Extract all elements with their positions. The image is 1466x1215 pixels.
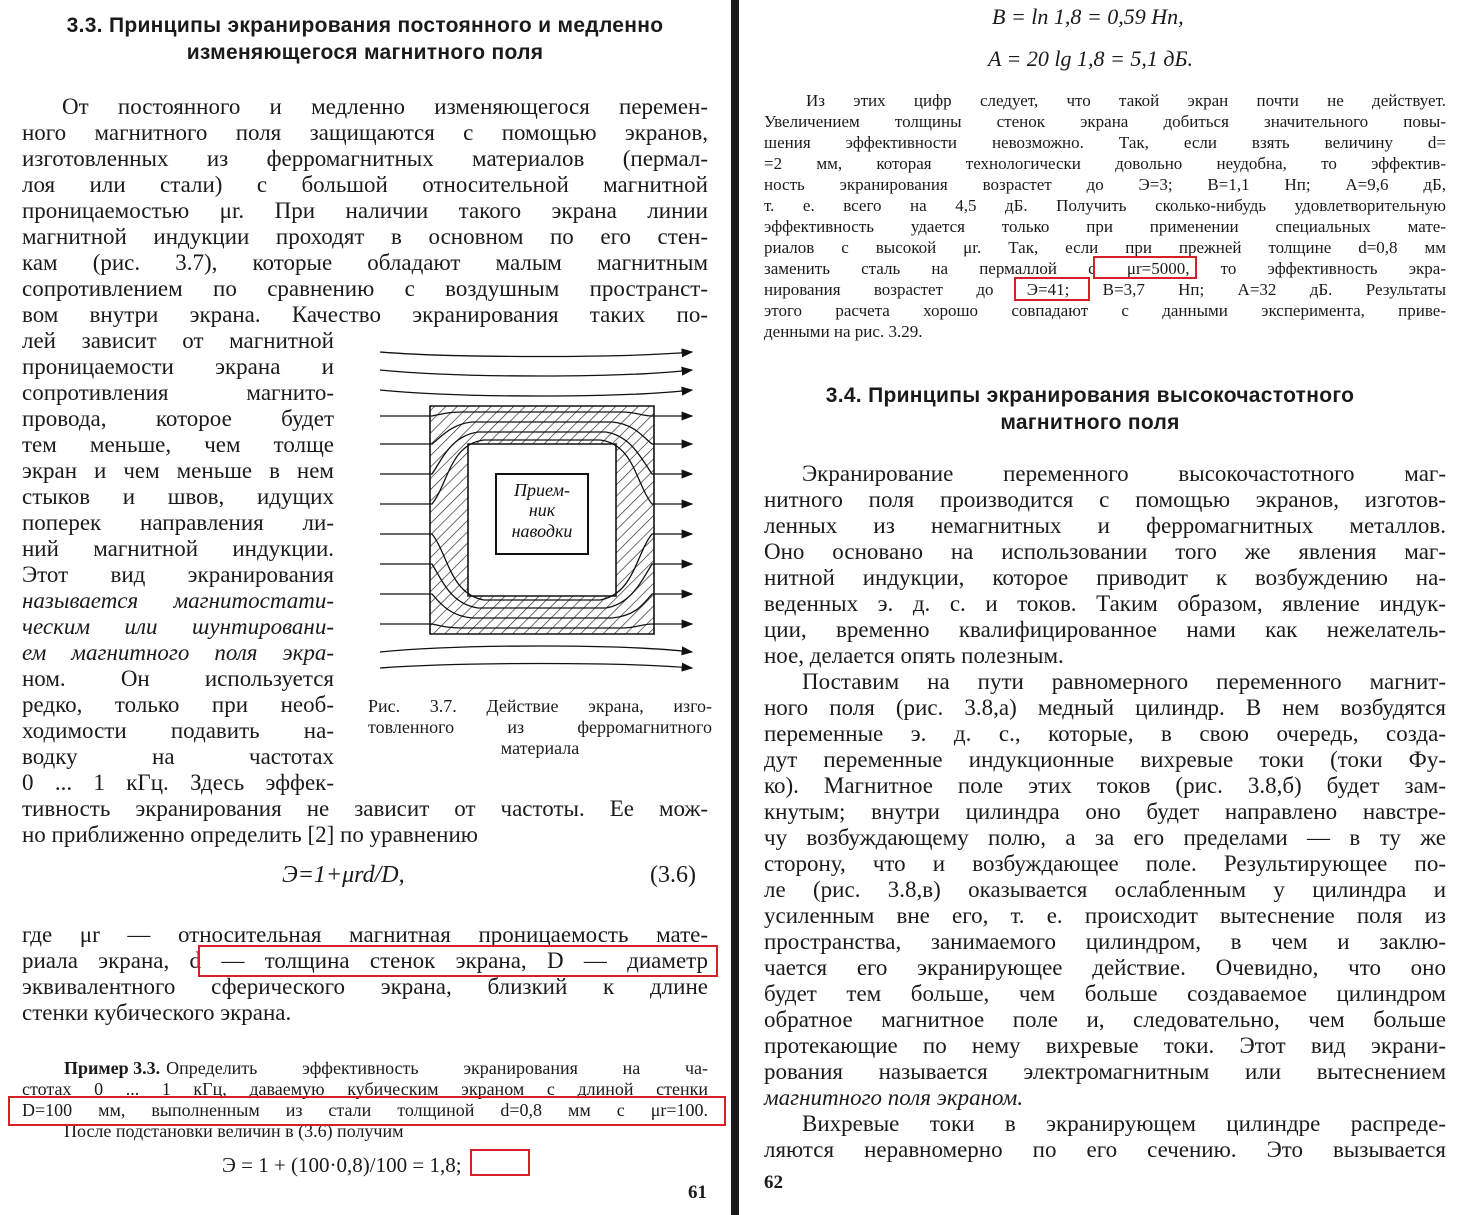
small-line: нирования возрастет до Э=41; B=3,7 Нп; A=32 дБ. Результаты: [764, 280, 1446, 299]
figure-3-7-caption: [368, 696, 712, 759]
page-number: 62: [764, 1172, 783, 1193]
heading-line: 3.4. Принципы экранирования высокочастотного: [825, 384, 1355, 407]
body-line: сопротивлением по сравнению с воздушным пространст-: [22, 276, 708, 301]
body-line: Экранирование переменного высокочастотного маг-: [802, 461, 1446, 486]
body-line: пространства, занимаемого цилиндром, в чем и заклю-: [764, 929, 1446, 954]
body-line: кнутым; внутри цилиндра оно будет направлено навстре-: [764, 799, 1446, 824]
body-line: обратное магнитное поле и, следовательно, чем больше: [764, 1007, 1446, 1032]
wrap-line: поперек направления ли-: [22, 510, 334, 535]
body-line: Вихревые токи в экранирующем цилиндре распреде-: [802, 1111, 1446, 1136]
receiver-label: наводки: [511, 521, 573, 541]
highlight-box: [1093, 256, 1197, 279]
body-line: лоя или стали) с большой относительной магнитной: [22, 172, 708, 197]
body-line: тивность экранирования не зависит от частоты. Ее мож-: [22, 796, 708, 821]
section-heading-3-4: [780, 382, 1400, 436]
wrap-line: лей зависит от магнитной: [22, 328, 334, 353]
highlight-box: [198, 945, 718, 977]
receiver-label: ник: [528, 500, 556, 520]
body-line: вом внутри экрана. Качество экранирования таких по-: [22, 302, 708, 327]
body-line: проницаемостью μr. При наличии такого экрана линии: [22, 198, 708, 223]
body-line: Оно основано на использовании того же явления маг-: [764, 539, 1446, 564]
small-line: Из этих цифр следует, что такой экран почти не действует.: [806, 91, 1446, 110]
body-line: чается его экранирующее действие. Очевидно, что оно: [764, 955, 1446, 980]
small-line: =2 мм, которая технологически довольно неудобна, то эффектив-: [764, 154, 1446, 173]
example-line: стотах 0 ... 1 кГц, даваемую кубическим экраном с длиной стенки: [22, 1079, 708, 1099]
body-line: но приближенно определить [2] по уравнению: [22, 822, 478, 847]
right-page: [740, 0, 1466, 1215]
small-line: Увеличением толщины стенок экрана добиться значительного повы-: [764, 112, 1446, 131]
wrap-line: ем магнитного поля экра-: [22, 640, 334, 665]
body-line: нитной индукции, которое приводит к возбуждению на-: [764, 565, 1446, 590]
field-line: [380, 646, 692, 652]
caption-line: Рис. 3.7. Действие экрана, изго-: [368, 696, 712, 716]
body-line: рования называется электромагнитным или вытеснением: [764, 1059, 1446, 1084]
body-line: Поставим на пути равномерного переменного магнит-: [802, 669, 1446, 694]
body-line: усиленным вне его, т. е. происходит вытеснение поля из: [764, 903, 1446, 928]
body-line: магнитной индукции проходят в основном по его стен-: [22, 224, 708, 249]
wrap-line: проницаемости экрана и: [22, 354, 334, 379]
small-line: ность экранирования возрастет до Э=3; B=1,1 Нп; A=9,6 дБ,: [764, 175, 1446, 194]
example-line: Определить эффективность экранирования на ча-: [166, 1058, 708, 1078]
where-line: риала экрана, d — толщина стенок экрана, D — диаметр: [22, 948, 708, 973]
small-line: этого расчета хорошо совпадают с данными эксперимента, приве-: [764, 301, 1446, 320]
body-line: ное, делается опять полезным.: [764, 643, 1064, 668]
example-title: Пример 3.3.: [64, 1058, 161, 1078]
wrap-line: водку на частотах: [22, 744, 334, 769]
body-line: изготовленных из ферромагнитных материалов (пермал-: [22, 146, 708, 171]
body-line: ного поля (рис. 3.8,а) медный цилиндр. В нем возбудятся: [764, 695, 1446, 720]
heading-line: изменяющегося магнитного поля: [186, 41, 544, 64]
wrap-line: стыков и швов, идущих: [22, 484, 334, 509]
wrap-line: экран и чем меньше в нем: [22, 458, 334, 483]
page-gutter: [731, 0, 739, 1215]
formula-a: A = 20 lg 1,8 = 5,1 дБ.: [988, 46, 1193, 71]
page-number: 61: [688, 1182, 707, 1203]
body-line: переменные э. д. с., которые, в свою очередь, созда-: [764, 721, 1446, 746]
body-line: дут переменные индукционные вихревые токи (токи Фу-: [764, 747, 1446, 772]
formula-3-6: Э=1+μrd/D,: [282, 862, 405, 888]
formula-number: (3.6): [650, 862, 696, 888]
body-line: магнитного поля экраном.: [764, 1085, 1024, 1110]
wrap-line: Этот вид экранирования: [22, 562, 334, 587]
caption-line: материала: [500, 738, 580, 758]
wrap-line: ном. Он используется: [22, 666, 334, 691]
example-formula: Э = 1 + (100·0,8)/100 = 1,8;: [222, 1153, 462, 1177]
body-line: будет тем больше, чем больше создаваемое цилиндром: [764, 981, 1446, 1006]
field-line: [380, 370, 692, 376]
section-heading-3-3: [30, 12, 700, 66]
small-line: эффективность удается только при применении специальных мате-: [764, 217, 1446, 236]
body-line: нитного поля производится с помощью экранов, изготов-: [764, 487, 1446, 512]
where-line: где μr — относительная магнитная проницаемость мате-: [22, 922, 708, 947]
heading-line: 3.3. Принципы экранирования постоянного и медленно: [66, 14, 664, 37]
example-line: После подстановки величин в (3.6) получим: [64, 1121, 404, 1141]
figure-3-7-shield-diagram: [372, 344, 708, 674]
highlight-box: [470, 1149, 530, 1176]
field-line: [380, 390, 692, 396]
wrap-line: провода, которое будет: [22, 406, 334, 431]
wrap-line: называется магнитостати-: [22, 588, 334, 613]
caption-line: товленного из ферромагнитного: [368, 717, 712, 737]
wrap-line: сопротивления магнито-: [22, 380, 334, 405]
highlight-box: [1014, 277, 1090, 301]
body-line: ленных из немагнитных и ферромагнитных металлов.: [764, 513, 1446, 538]
body-line: ции, временно квалифицированное нами как нежелатель-: [764, 617, 1446, 642]
field-line: [380, 352, 692, 357]
where-line: эквивалентного сферического экрана, близкий к длине: [22, 974, 708, 999]
left-page: [0, 0, 730, 1215]
body-line: ляются неравномерно по его сечению. Это вызывается: [764, 1137, 1446, 1162]
wrap-line: ческим или шунтировани-: [22, 614, 334, 639]
field-line: [380, 664, 692, 669]
body-line: ле (рис. 3.8,в) оказывается ослабленным у цилиндра и: [764, 877, 1446, 902]
small-line: шения эффективности невозможно. Так, если взять величину d=: [764, 133, 1446, 152]
receiver-label: Прием-: [513, 480, 571, 500]
body-line: ного магнитного поля защищаются с помощью экранов,: [22, 120, 708, 145]
body-line: От постоянного и медленно изменяющегося перемен-: [62, 94, 708, 119]
wrap-line: тем меньше, чем толще: [22, 432, 334, 457]
small-line: т. е. всего на 4,5 дБ. Получить сколько-нибудь удовлетворительную: [764, 196, 1446, 215]
highlight-box: [8, 1096, 726, 1126]
wrap-line: редко, только при необ-: [22, 692, 334, 717]
example-line: D=100 мм, выполненным из стали толщиной d=0,8 мм с μr=100.: [22, 1100, 708, 1120]
body-line: сторону, что и возбуждающее поле. Результирующее по-: [764, 851, 1446, 876]
body-line: чу возбуждающему полю, а за его пределами — в ту же: [764, 825, 1446, 850]
small-line: заменить сталь на пермаллой с μr=5000, то эффективность экра-: [764, 259, 1446, 278]
where-line: стенки кубического экрана.: [22, 1000, 292, 1025]
small-line: денными на рис. 3.29.: [764, 322, 923, 341]
body-line: кам (рис. 3.7), которые обладают малым магнитным: [22, 250, 708, 275]
body-line: ко). Магнитное поле этих токов (рис. 3.8,б) будет зам-: [764, 773, 1446, 798]
formula-b: B = ln 1,8 = 0,59 Нп,: [992, 4, 1184, 29]
wrap-line: 0 ... 1 кГц. Здесь эффек-: [22, 770, 334, 795]
heading-line: магнитного поля: [1000, 411, 1180, 434]
example-first-line: [64, 1058, 708, 1079]
body-line: веденных э. д. с. и токов. Таким образом, явление индук-: [764, 591, 1446, 616]
body-line: протекающие по нему вихревые токи. Этот вид экрани-: [764, 1033, 1446, 1058]
wrap-line: ходимости подавить на-: [22, 718, 334, 743]
wrap-line: ний магнитной индукции.: [22, 536, 334, 561]
small-line: риалов с высокой μr. Так, если при прежней толщине d=0,8 мм: [764, 238, 1446, 257]
